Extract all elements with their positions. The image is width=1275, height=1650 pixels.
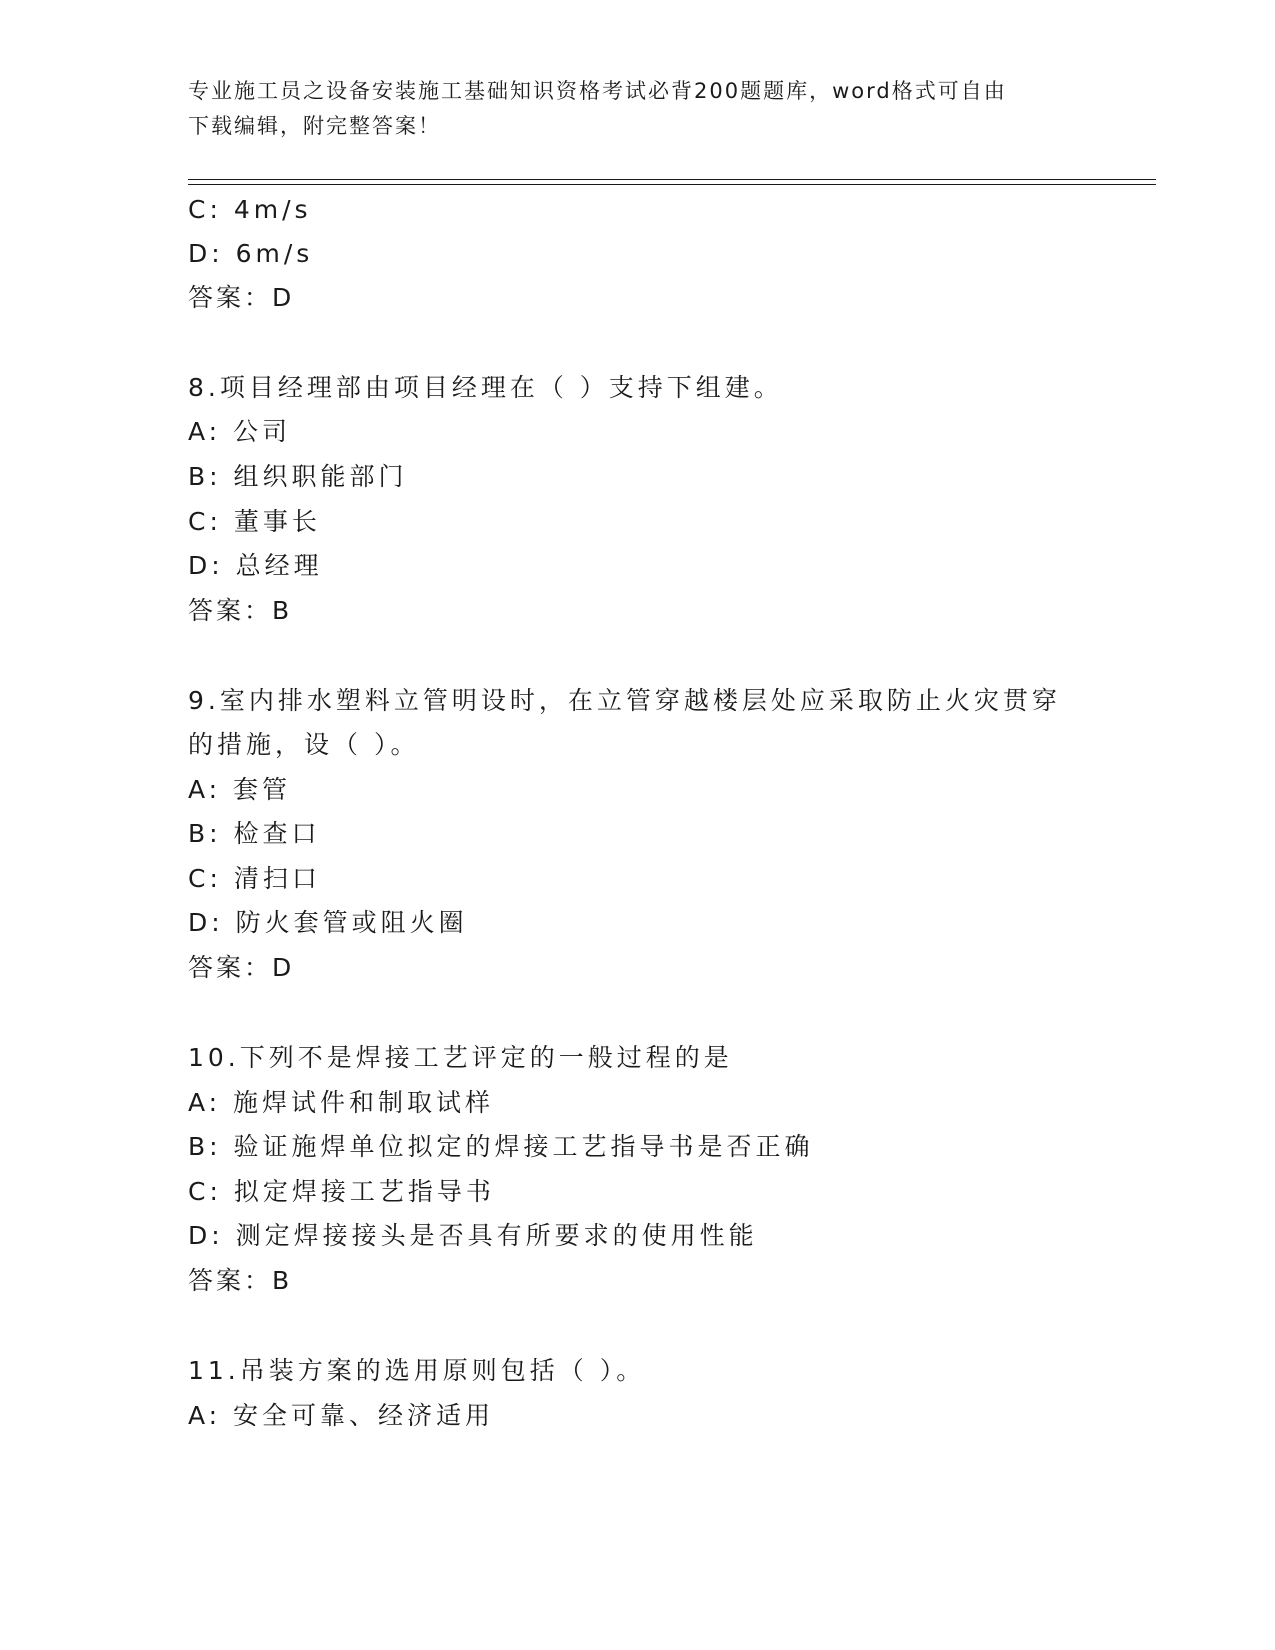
answer-label: 答案：	[188, 596, 273, 625]
q8-answer	[188, 595, 290, 627]
header-rule-bottom	[188, 184, 1156, 185]
header-line-1: 专业施工员之设备安装施工基础知识资格考试必背200题题库，word格式可自由	[188, 79, 1007, 103]
answer-value: B	[272, 596, 291, 625]
q9-option-b: B: 检查口	[188, 819, 321, 848]
q8-option-a: A: 公司	[188, 417, 292, 446]
q10-option-b: B: 验证施焊单位拟定的焊接工艺指导书是否正确	[188, 1132, 814, 1161]
q9-question-line-2: 的措施，设（ ）。	[188, 730, 420, 759]
q10-option-d: D: 测定焊接接头是否具有所要求的使用性能	[188, 1221, 758, 1250]
q10-option-c: C: 拟定焊接工艺指导书	[188, 1177, 495, 1206]
q7-option-c: C: 4m/s	[188, 195, 312, 224]
q9-answer	[188, 952, 292, 984]
q9-option-d: D: 防火套管或阻火圈	[188, 908, 468, 937]
q10-option-a: A: 施焊试件和制取试样	[188, 1088, 495, 1117]
header-line-2: 下载编辑，附完整答案！	[188, 114, 441, 138]
q8-option-c: C: 董事长	[188, 507, 321, 536]
answer-label: 答案：	[188, 283, 273, 312]
q11-question: 11.吊装方案的选用原则包括（ ）。	[188, 1356, 646, 1385]
q8-option-d: D: 总经理	[188, 551, 323, 580]
q10-answer	[188, 1265, 290, 1297]
header-rule-top	[188, 179, 1156, 180]
document-header	[188, 74, 1088, 144]
answer-value: B	[272, 1266, 291, 1295]
q7-answer	[188, 282, 292, 314]
q9-option-c: C: 清扫口	[188, 864, 321, 893]
answer-value: D	[272, 953, 293, 982]
q11-option-a: A: 安全可靠、经济适用	[188, 1401, 495, 1430]
q9-question-line-1: 9.室内排水塑料立管明设时，在立管穿越楼层处应采取防止火灾贯穿	[188, 686, 1061, 715]
answer-label: 答案：	[188, 953, 273, 982]
answer-label: 答案：	[188, 1266, 273, 1295]
answer-value: D	[272, 283, 293, 312]
q7-option-d: D: 6m/s	[188, 239, 314, 268]
q9-option-a: A: 套管	[188, 775, 292, 804]
q8-question: 8.项目经理部由项目经理在（ ）支持下组建。	[188, 373, 783, 402]
q8-option-b: B: 组织职能部门	[188, 462, 408, 491]
q10-question: 10.下列不是焊接工艺评定的一般过程的是	[188, 1043, 733, 1072]
